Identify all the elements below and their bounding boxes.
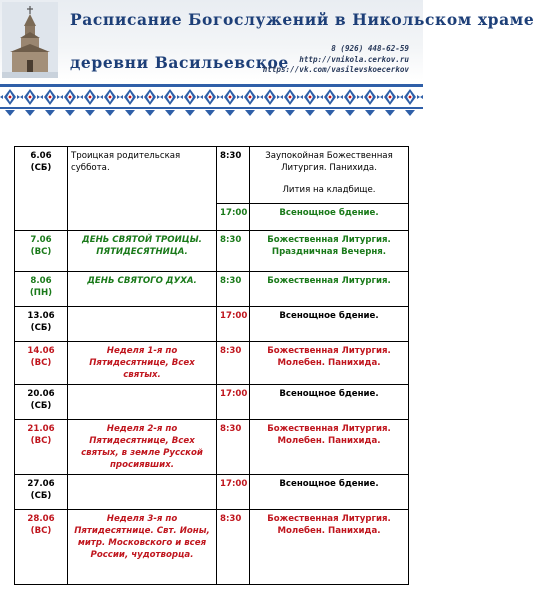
service-line: Праздничная Вечерня.	[271, 247, 387, 257]
weekday: (ВС)	[30, 358, 52, 368]
weekday: (ВС)	[30, 526, 52, 536]
service-cell: Всенощное бдение.	[250, 204, 409, 231]
date: 7.06	[30, 235, 52, 245]
feast-cell-empty	[68, 307, 217, 342]
time-cell: 17:00	[217, 307, 250, 342]
service-line: Молебен. Панихида.	[277, 358, 381, 368]
service-cell: Всенощное бдение.	[250, 307, 409, 342]
feast-cell-empty	[68, 475, 217, 510]
date-cell	[15, 475, 68, 510]
date-cell	[15, 307, 68, 342]
time-cell: 17:00	[217, 385, 250, 420]
time-cell: 8:30	[217, 272, 250, 307]
date: 13.06	[27, 311, 55, 321]
date: 8.06	[30, 276, 52, 286]
feast-cell: ДЕНЬ СВЯТОГО ДУХА.	[68, 272, 217, 307]
date-cell	[15, 231, 68, 272]
service-line: Божественная Литургия.	[267, 424, 391, 434]
date: 20.06	[27, 389, 55, 399]
weekday: (СБ)	[30, 491, 52, 501]
schedule-table	[14, 146, 409, 585]
contact-block	[263, 44, 409, 76]
service-cell	[250, 420, 409, 475]
service-line: Молебен. Панихида.	[277, 436, 381, 446]
time-cell: 8:30	[217, 420, 250, 475]
time-cell: 8:30	[217, 510, 250, 585]
website-link[interactable]: http://vnikola.cerkov.ru	[299, 54, 409, 64]
date-cell	[15, 420, 68, 475]
table-row	[15, 510, 409, 585]
feast-cell-empty	[68, 385, 217, 420]
table-row	[15, 231, 409, 272]
vk-link[interactable]: https://vk.com/vasilevskoecerkov	[262, 65, 409, 74]
time-cell: 8:30	[217, 147, 250, 204]
table-row	[15, 272, 409, 307]
service-line: Божественная Литургия.	[267, 514, 391, 524]
wooden-church-icon	[2, 2, 58, 78]
phone-number: 8 (926) 448-62-59	[331, 44, 409, 53]
time-cell: 17:00	[217, 475, 250, 510]
date-cell	[15, 147, 68, 231]
weekday: (ПН)	[29, 288, 53, 298]
decorative-ornament-border	[0, 80, 423, 118]
weekday: (СБ)	[30, 401, 52, 411]
date: 14.06	[27, 346, 55, 356]
weekday: (ВС)	[30, 247, 52, 257]
weekday: (СБ)	[30, 163, 52, 173]
time-cell: 17:00	[217, 204, 250, 231]
date-cell	[15, 272, 68, 307]
table-row	[15, 420, 409, 475]
service-line: Божественная Литургия.	[267, 235, 391, 245]
table-row	[15, 475, 409, 510]
weekday: (СБ)	[30, 323, 52, 333]
date: 27.06	[27, 479, 55, 489]
header-title-line2: деревни Васильевское	[70, 53, 289, 72]
service-cell	[250, 510, 409, 585]
feast-cell: ДЕНЬ СВЯТОЙ ТРОИЦЫ. ПЯТИДЕСЯТНИЦА.	[68, 231, 217, 272]
date: 28.06	[27, 514, 55, 524]
table-row	[15, 147, 409, 204]
service-cell	[250, 147, 409, 204]
weekday: (ВС)	[30, 436, 52, 446]
time-cell: 8:30	[217, 342, 250, 385]
date-cell	[15, 342, 68, 385]
service-line: Заупокойная Божественная Литургия. Панихида.	[265, 151, 393, 173]
date-cell	[15, 510, 68, 585]
header-title-line1: Расписание Богослужений в Никольском храме	[70, 10, 534, 29]
table-row	[15, 385, 409, 420]
table-row	[15, 342, 409, 385]
date-cell	[15, 385, 68, 420]
service-line: Молебен. Панихида.	[277, 526, 381, 536]
table-row	[15, 307, 409, 342]
feast-cell: Неделя 2-я по Пятидесятнице, Всех святых, в земле Русской просиявших.	[68, 420, 217, 475]
service-cell	[250, 231, 409, 272]
date: 21.06	[27, 424, 55, 434]
header-banner	[0, 0, 534, 80]
service-line: Божественная Литургия.	[267, 346, 391, 356]
time-cell: 8:30	[217, 231, 250, 272]
service-cell: Божественная Литургия.	[250, 272, 409, 307]
service-cell	[250, 342, 409, 385]
date: 6.06	[30, 151, 52, 161]
service-line: Лития на кладбище.	[282, 185, 376, 195]
service-cell: Всенощное бдение.	[250, 475, 409, 510]
feast-cell: Неделя 1-я по Пятидесятнице, Всех святых.	[68, 342, 217, 385]
feast-cell: Неделя 3-я по Пятидесятнице. Свт. Ионы, митр. Московского и всея России, чудотворца.	[68, 510, 217, 585]
feast-cell: Троицкая родительская суббота.	[68, 147, 217, 231]
service-cell: Всенощное бдение.	[250, 385, 409, 420]
